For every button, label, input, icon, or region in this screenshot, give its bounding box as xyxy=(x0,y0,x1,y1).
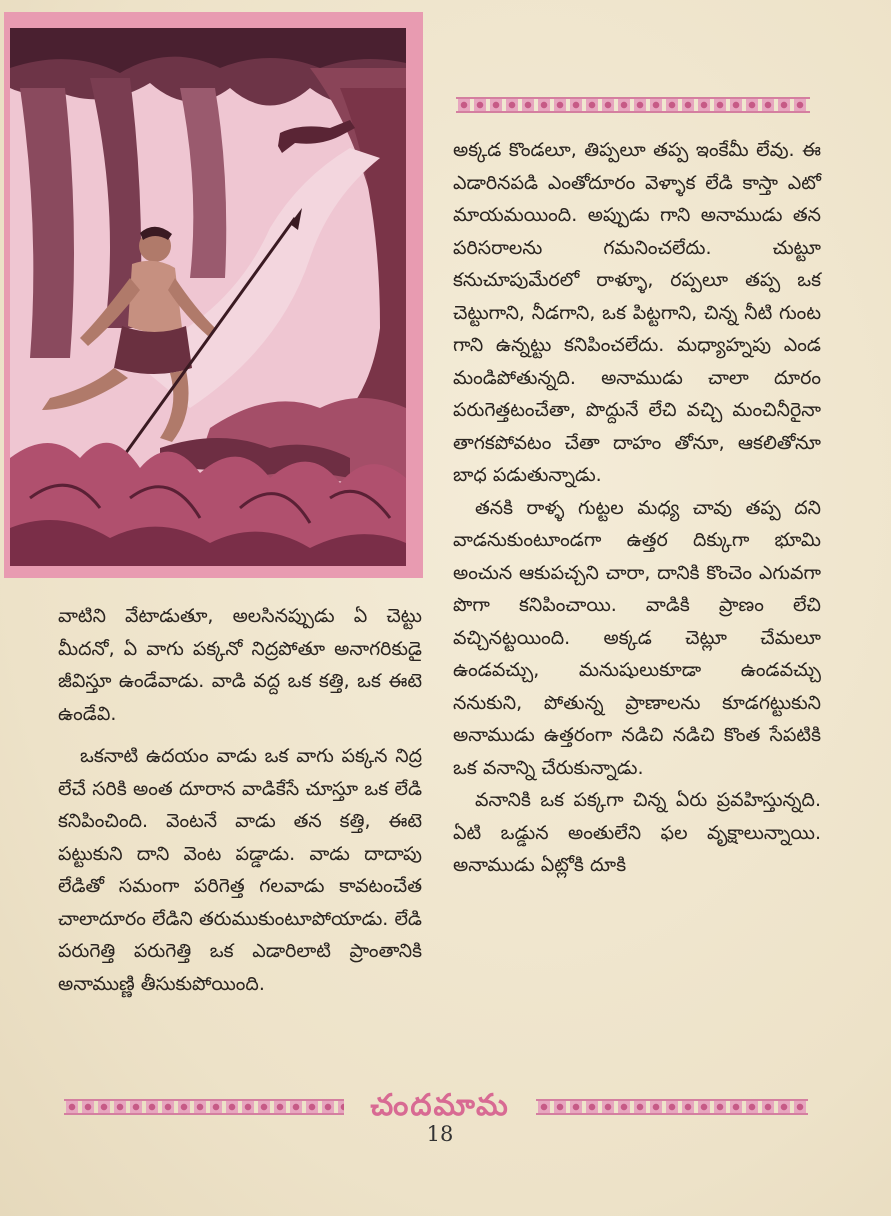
left-text-column xyxy=(58,600,422,1000)
right-paragraph-3: వనానికి ఒక పక్కగా చిన్న ఏరు ప్రవహిస్తున్నది. ఏటి ఒడ్డున అంతులేని ఫల వృక్షాలున్నాయి. అనాముడు ఏట్లోకి దూకి xyxy=(453,789,821,876)
page-number: 18 xyxy=(426,1122,454,1146)
right-text-column xyxy=(453,134,821,882)
forest-hunter-illustration xyxy=(10,28,406,566)
decorative-border-footer-right xyxy=(536,1098,808,1116)
decorative-border-top xyxy=(456,96,810,114)
left-paragraph-1: వాటిని వేటాడుతూ, అలసినప్పుడు ఏ చెట్టు మీదనో, ఏ వాగు పక్కనో నిద్రపోతూ అనాగరికుడై జీవిస్తూ ఉండేవాడు. వాడి వద్ద ఒక కత్తి, ఒక ఈటె ఉండేవి. xyxy=(58,605,422,725)
left-paragraph-2: ఒకనాటి ఉదయం వాడు ఒక వాగు పక్కన నిద్ర లేచే సరికి అంత దూరాన వాడికేసే చూస్తూ ఒక లేడి కనిపించింది. వెంటనే వాడు తన కత్తి, ఈటె పట్టుకుని దాని వెంట పడ్డాడు. వాడు దాదాపు లేడితో సమంగా పరిగెత్త గలవాడు కావటంచేత చాలాదూరం లేడిని తరుముకుంటూపోయాడు. లేడి పరుగెత్తి పరుగెత్తి ఒక ఎడారిలాటి ప్రాంతానికి అనాముణ్ణి తీసుకుపోయింది. xyxy=(58,745,422,995)
magazine-title: చందమామ xyxy=(370,1088,510,1123)
right-paragraph-1: అక్కడ కొండలూ, తిప్పలూ తప్ప ఇంకేమీ లేవు. ఈ ఎడారినపడి ఎంతోదూరం వెళ్ళాక లేడి కాస్తా ఎటో మాయమయింది. అప్పుడు గాని అనాముడు తన పరిసరాలను గమనించలేదు. చుట్టూ కనుచూపుమేరలో రాళ్ళూ, రప్పలూ తప్ప ఒక చెట్టుగాని, నీడగాని, ఒక పిట్టగాని, చిన్న నీటి గుంట గాని ఉన్నట్టు కనిపించలేదు. మధ్యాహ్నపు ఎండ మండిపోతున్నది. అనాముడు చాలా దూరం పరుగెత్తటంచేతా, పొద్దునే లేచి వచ్చి మంచినీరైనా తాగకపోవటం చేతా దాహం తోనూ, ఆకలితోనూ బాధ పడుతున్నాడు. xyxy=(453,139,821,486)
right-paragraph-2: తనకి రాళ్ళ గుట్టల మధ్య చావు తప్ప దని వాడనుకుంటూండగా ఉత్తర దిక్కుగా భూమి అంచున ఆకుపచ్చని చారా, దానికి కొంచెం ఎగువగా పొగా కనిపించాయి. వాడికి ప్రాణం లేచి వచ్చినట్టయింది. అక్కడ చెట్లూ చేమలూ ఉండవచ్చు, మనుషులుకూడా ఉండవచ్చు ననుకుని, పోతున్న ప్రాణాలను కూడగట్టుకుని అనాముడు ఉత్తరంగా నడిచి నడిచి కొంత సేపటికి ఒక వనాన్ని చేరుకున్నాడు. xyxy=(453,496,821,779)
decorative-border-footer-left xyxy=(64,1098,344,1116)
story-illustration-frame xyxy=(4,12,423,578)
